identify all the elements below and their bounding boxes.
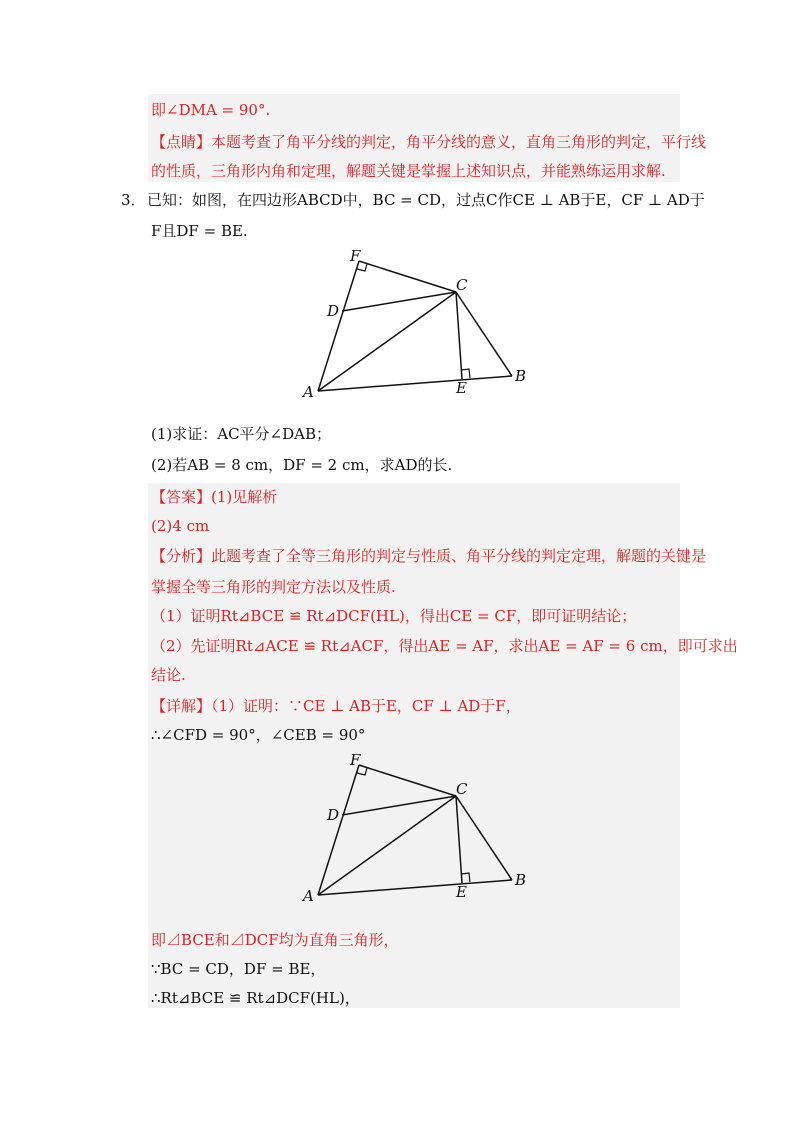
question-stem-line1: 已知：如图，在四边形ABCD中，BC = CD，过点C作CE ⊥ AB于E，CF ⊥ AD于: [147, 191, 705, 209]
prev-comment-line1: 【点睛】本题考查了角平分线的判定，角平分线的意义，直角三角形的判定，平行线: [151, 133, 707, 151]
detail-line5: ∴Rt⊿BCE ≌ Rt⊿DCF(HL)，: [151, 989, 360, 1007]
label-B-2: B: [515, 871, 527, 889]
question-stem-line2: F且DF = BE.: [151, 222, 248, 240]
geometry-figure-solution: [298, 752, 538, 902]
analysis-line4: （2）先证明Rt⊿ACE ≌ Rt⊿ACF，得出AE = AF，求出AE = AF = 6 cm，即可求出: [151, 637, 738, 655]
detail-line4: ∵BC = CD，DF = BE，: [151, 960, 326, 978]
label-D: D: [327, 302, 340, 320]
label-C-2: C: [456, 780, 468, 798]
label-E: E: [456, 379, 467, 397]
label-F-2: F: [350, 752, 361, 769]
sub-question-2: (2)若AB = 8 cm，DF = 2 cm，求AD的长.: [151, 456, 453, 474]
analysis-line5: 结论.: [151, 666, 186, 684]
label-B: B: [515, 367, 527, 385]
prev-comment-line2: 的性质，三角形内角和定理，解题关键是掌握上述知识点，并能熟练运用求解.: [151, 162, 666, 180]
prev-conclusion: 即∠DMA = 90°.: [151, 101, 271, 119]
analysis-line1: 【分析】此题考查了全等三角形的判定与性质、角平分线的判定定理，解题的关键是: [151, 547, 707, 565]
detail-line1: 【详解】（1）证明：∵CE ⊥ AB于E，CF ⊥ AD于F，: [151, 697, 521, 715]
answer-part1: 【答案】(1)见解析: [151, 488, 278, 506]
label-D-2: D: [327, 806, 340, 824]
label-A: A: [303, 383, 314, 398]
detail-line3: 即⊿BCE和⊿DCF均为直角三角形，: [151, 931, 399, 949]
analysis-line2: 掌握全等三角形的判定方法以及性质.: [151, 578, 396, 596]
label-A-2: A: [303, 887, 314, 902]
sub-question-1: (1)求证：AC平分∠DAB；: [151, 425, 332, 443]
label-F: F: [350, 248, 361, 265]
question-number: 3．: [121, 191, 146, 209]
detail-line2: ∴∠CFD = 90°，∠CEB = 90°: [151, 726, 366, 744]
label-C: C: [456, 276, 468, 294]
answer-part2: (2)4 cm: [151, 517, 210, 535]
analysis-line3: （1）证明Rt⊿BCE ≌ Rt⊿DCF(HL)，得出CE = CF，即可证明结论；: [151, 607, 637, 625]
label-E-2: E: [456, 883, 467, 901]
geometry-figure-question: [298, 248, 538, 398]
